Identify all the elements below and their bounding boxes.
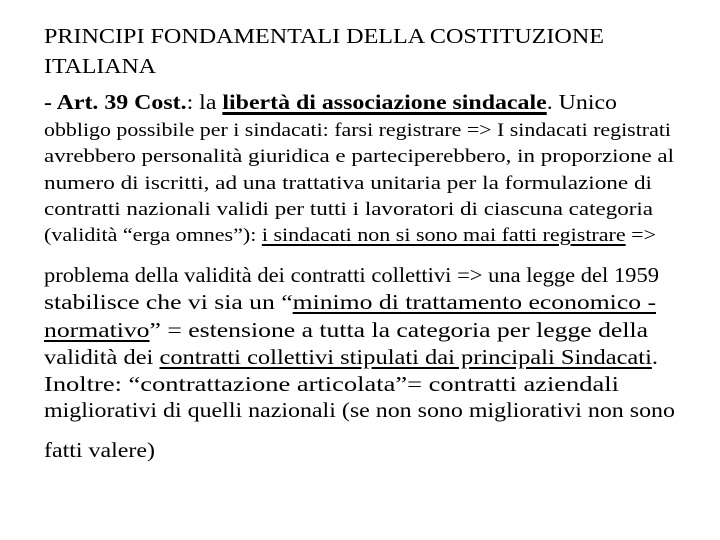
- underlined-phrase: contratti collettivi stipulati dai principali Sindacati: [159, 345, 652, 369]
- body-line-11: Inoltre: “contrattazione articolata”= contratti aziendali: [44, 372, 619, 396]
- text: =>: [625, 225, 656, 246]
- text: .: [651, 345, 658, 369]
- body-line-7: problema della validità dei contratti collettivi => una legge del 1959: [44, 263, 659, 287]
- text: stabilisce che vi sia un “: [44, 290, 293, 314]
- text: ” = estensione a tutta la categoria per legge della: [149, 318, 648, 342]
- body-line-4: numero di iscritti, ad una trattativa unitaria per la formulazione di: [44, 173, 652, 194]
- underlined-phrase: normativo: [44, 318, 150, 342]
- body-line-13: fatti valere): [44, 438, 155, 462]
- underlined-phrase: i sindacati non si sono mai fatti registrare: [261, 225, 626, 246]
- title-line-1: PRINCIPI FONDAMENTALI DELLA COSTITUZIONE: [44, 24, 604, 48]
- body-line-2: obbligo possibile per i sindacati: farsi registrare => I sindacati registrati: [44, 120, 671, 141]
- body-line-10: [44, 347, 658, 368]
- body-line-12: migliorativi di quelli nazionali (se non sono migliorativi non sono: [44, 398, 675, 422]
- body-line-9: [44, 320, 648, 341]
- text: : la: [186, 90, 223, 114]
- text: validità dei: [44, 345, 160, 369]
- underlined-phrase: minimo di trattamento economico -: [292, 290, 656, 314]
- body-line-6: [44, 226, 656, 245]
- body-line-3: avrebbero personalità giuridica e parteciperebbero, in proporzione al: [44, 146, 674, 167]
- text: . Unico: [546, 90, 617, 114]
- body-line-5: contratti nazionali validi per tutti i lavoratori di ciascuna categoria: [44, 199, 653, 220]
- body-line-8: [44, 292, 656, 313]
- underlined-bold-phrase: libertà di associazione sindacale: [222, 90, 547, 114]
- article-ref: - Art. 39 Cost.: [44, 90, 187, 114]
- body-line-1: [44, 92, 617, 113]
- text: (validità “erga omnes”):: [44, 225, 262, 246]
- title-line-2: ITALIANA: [44, 54, 156, 78]
